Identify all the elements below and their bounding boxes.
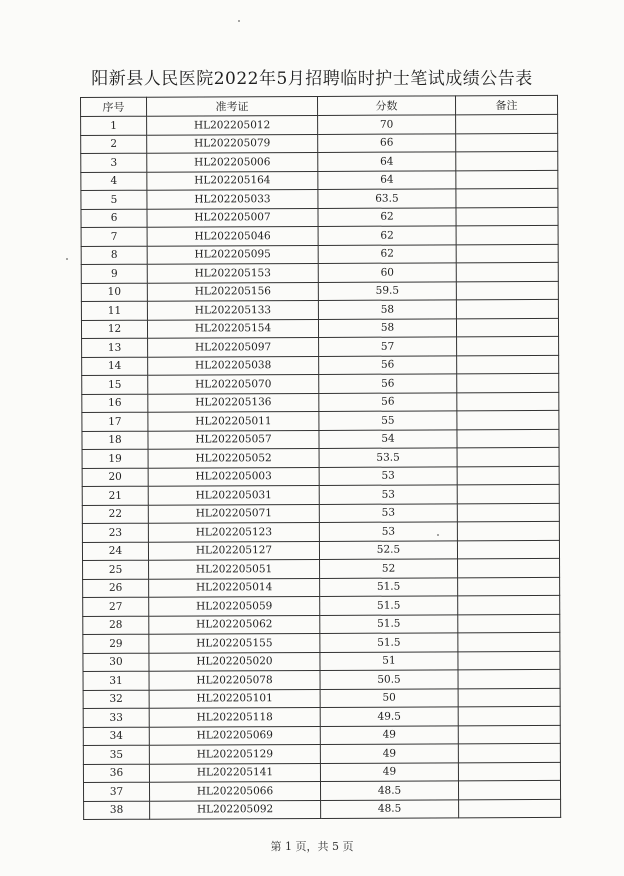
score: 49.5 xyxy=(320,707,458,726)
table-row xyxy=(83,614,560,635)
remarks xyxy=(456,281,558,300)
row-number: 22 xyxy=(82,505,148,524)
score: 58 xyxy=(318,300,456,319)
row-number: 17 xyxy=(82,412,148,431)
remarks xyxy=(457,503,559,522)
ticket-number: HL202205038 xyxy=(148,356,319,375)
row-number: 25 xyxy=(83,560,149,579)
row-number: 27 xyxy=(83,597,149,616)
remarks xyxy=(458,669,560,688)
remarks xyxy=(458,743,560,762)
score: 52.5 xyxy=(319,540,457,559)
ticket-number: HL202205011 xyxy=(148,411,319,430)
remarks xyxy=(456,170,558,189)
ticket-number: HL202205020 xyxy=(149,652,320,671)
table-row xyxy=(83,669,560,690)
ticket-number: HL202205155 xyxy=(149,633,320,652)
row-number: 2 xyxy=(81,135,147,154)
remarks xyxy=(457,336,559,355)
row-number: 14 xyxy=(82,357,148,376)
table-row xyxy=(82,503,559,524)
row-number: 36 xyxy=(83,764,149,783)
ticket-number: HL202205133 xyxy=(147,300,318,319)
score: 60 xyxy=(318,263,456,282)
row-number: 35 xyxy=(83,745,149,764)
score: 55 xyxy=(319,411,457,430)
row-number: 33 xyxy=(83,708,149,727)
ticket-number: HL202205101 xyxy=(149,689,320,708)
score: 58 xyxy=(318,318,456,337)
ticket-number: HL202205031 xyxy=(148,485,319,504)
score: 53.5 xyxy=(319,448,457,467)
remarks xyxy=(458,577,560,596)
row-number: 6 xyxy=(81,209,147,228)
ticket-number: HL202205069 xyxy=(149,726,320,745)
score: 51.5 xyxy=(320,633,458,652)
row-number: 23 xyxy=(82,523,148,542)
remarks xyxy=(456,207,558,226)
remarks xyxy=(456,262,558,281)
table-row xyxy=(81,225,558,246)
table-row xyxy=(81,299,558,320)
score: 56 xyxy=(319,355,457,374)
row-number: 10 xyxy=(81,283,147,302)
score: 70 xyxy=(318,115,456,134)
row-number: 5 xyxy=(81,190,147,209)
remarks xyxy=(458,595,560,614)
table-row xyxy=(81,170,558,191)
score: 53 xyxy=(319,485,457,504)
score: 62 xyxy=(318,207,456,226)
row-number: 37 xyxy=(83,782,149,801)
score: 52 xyxy=(320,559,458,578)
page-footer: 第 1 页，共 5 页 xyxy=(270,840,354,853)
ticket-number: HL202205095 xyxy=(147,245,318,264)
remarks xyxy=(458,780,560,799)
score: 57 xyxy=(319,337,457,356)
score: 50.5 xyxy=(320,670,458,689)
table-row xyxy=(83,688,560,709)
table-row xyxy=(82,466,559,487)
remarks xyxy=(456,151,558,170)
row-number: 7 xyxy=(81,227,147,246)
table-row xyxy=(83,632,560,653)
table-row xyxy=(82,392,559,413)
table-row xyxy=(83,577,560,598)
table-row xyxy=(83,651,560,672)
ticket-number: HL202205012 xyxy=(147,115,318,134)
ticket-number: HL202205007 xyxy=(147,208,318,227)
score: 51.5 xyxy=(320,614,458,633)
remarks xyxy=(457,373,559,392)
score: 51.5 xyxy=(320,577,458,596)
ticket-number: HL202205052 xyxy=(148,448,319,467)
score: 53 xyxy=(319,466,457,485)
remarks xyxy=(458,632,560,651)
ticket-number: HL202205154 xyxy=(147,319,318,338)
row-number: 12 xyxy=(81,320,147,339)
row-number: 38 xyxy=(84,801,150,820)
remarks xyxy=(458,762,560,781)
table-row xyxy=(82,429,559,450)
table-row xyxy=(83,780,560,801)
score: 62 xyxy=(318,244,456,263)
remarks xyxy=(457,466,559,485)
table-row xyxy=(81,318,558,339)
table-header-row xyxy=(81,95,558,116)
scan-speck xyxy=(66,258,68,260)
remarks xyxy=(458,725,560,744)
ticket-number: HL202205046 xyxy=(147,226,318,245)
remarks xyxy=(457,429,559,448)
document-title: 阳新县人民医院2022年5月招聘临时护士笔试成绩公告表 xyxy=(91,69,533,89)
table-row xyxy=(81,114,558,135)
header-ticket: 准考证 xyxy=(147,96,318,116)
remarks xyxy=(456,225,558,244)
table-row xyxy=(81,188,558,209)
score: 53 xyxy=(319,522,457,541)
ticket-number: HL202205129 xyxy=(149,744,320,763)
row-number: 8 xyxy=(81,246,147,265)
score: 63.5 xyxy=(318,189,456,208)
row-number: 9 xyxy=(81,264,147,283)
score: 62 xyxy=(318,226,456,245)
row-number: 21 xyxy=(82,486,148,505)
table-row xyxy=(83,595,560,616)
table-row xyxy=(82,521,559,542)
remarks xyxy=(457,521,559,540)
table-row xyxy=(81,133,558,154)
ticket-number: HL202205156 xyxy=(147,282,318,301)
table-row xyxy=(81,151,558,172)
row-number: 15 xyxy=(82,375,148,394)
row-number: 19 xyxy=(82,449,148,468)
table-row xyxy=(81,207,558,228)
scan-speck xyxy=(238,20,240,22)
ticket-number: HL202205079 xyxy=(147,134,318,153)
score: 64 xyxy=(318,152,456,171)
score: 59.5 xyxy=(318,281,456,300)
score-table-body xyxy=(81,114,561,819)
score: 53 xyxy=(319,503,457,522)
ticket-number: HL202205153 xyxy=(147,263,318,282)
table-row xyxy=(83,743,560,764)
score: 56 xyxy=(319,392,457,411)
ticket-number: HL202205071 xyxy=(148,504,319,523)
row-number: 26 xyxy=(83,579,149,598)
score: 51 xyxy=(320,651,458,670)
remarks xyxy=(458,706,560,725)
table-row xyxy=(82,336,559,357)
remarks xyxy=(457,392,559,411)
row-number: 4 xyxy=(81,172,147,191)
ticket-number: HL202205127 xyxy=(148,541,319,560)
remarks xyxy=(456,244,558,263)
table-row xyxy=(83,725,560,746)
table-row xyxy=(81,244,558,265)
ticket-number: HL202205059 xyxy=(149,596,320,615)
remarks xyxy=(457,355,559,374)
table-row xyxy=(83,706,560,727)
remarks xyxy=(456,188,558,207)
table-row xyxy=(82,410,559,431)
score: 49 xyxy=(320,725,458,744)
remarks xyxy=(457,540,559,559)
header-remarks: 备注 xyxy=(455,95,557,114)
row-number: 11 xyxy=(81,301,147,320)
ticket-number: HL202205141 xyxy=(149,763,320,782)
score: 48.5 xyxy=(320,781,458,800)
remarks xyxy=(458,688,560,707)
ticket-number: HL202205033 xyxy=(147,189,318,208)
table-row xyxy=(82,484,559,505)
row-number: 3 xyxy=(81,153,147,172)
score-table xyxy=(80,95,561,820)
ticket-number: HL202205123 xyxy=(148,522,319,541)
score: 50 xyxy=(320,688,458,707)
score: 54 xyxy=(319,429,457,448)
score: 56 xyxy=(319,374,457,393)
ticket-number: HL202205118 xyxy=(149,707,320,726)
remarks xyxy=(456,318,558,337)
table-row xyxy=(83,558,560,579)
ticket-number: HL202205164 xyxy=(147,171,318,190)
ticket-number: HL202205062 xyxy=(149,615,320,634)
ticket-number: HL202205014 xyxy=(149,578,320,597)
remarks xyxy=(459,799,561,818)
score: 49 xyxy=(320,762,458,781)
table-row xyxy=(82,447,559,468)
table-row xyxy=(82,355,559,376)
table-row xyxy=(81,281,558,302)
remarks xyxy=(457,447,559,466)
score: 51.5 xyxy=(320,596,458,615)
header-score: 分数 xyxy=(317,96,455,116)
row-number: 29 xyxy=(83,634,149,653)
table-row xyxy=(82,373,559,394)
table-row xyxy=(81,262,558,283)
row-number: 24 xyxy=(82,542,148,561)
ticket-number: HL202205066 xyxy=(149,781,320,800)
table-row xyxy=(84,799,561,820)
row-number: 18 xyxy=(82,431,148,450)
ticket-number: HL202205097 xyxy=(148,337,319,356)
row-number: 20 xyxy=(82,468,148,487)
remarks xyxy=(456,114,558,133)
row-number: 30 xyxy=(83,653,149,672)
ticket-number: HL202205057 xyxy=(148,430,319,449)
score: 66 xyxy=(318,133,456,152)
table-row xyxy=(83,762,560,783)
remarks xyxy=(456,133,558,152)
remarks xyxy=(458,558,560,577)
remarks xyxy=(458,651,560,670)
remarks xyxy=(457,410,559,429)
row-number: 32 xyxy=(83,690,149,709)
score: 64 xyxy=(318,170,456,189)
score: 49 xyxy=(320,744,458,763)
row-number: 31 xyxy=(83,671,149,690)
header-number: 序号 xyxy=(81,97,147,116)
ticket-number: HL202205136 xyxy=(148,393,319,412)
remarks xyxy=(456,299,558,318)
row-number: 1 xyxy=(81,116,147,135)
row-number: 34 xyxy=(83,727,149,746)
ticket-number: HL202205092 xyxy=(150,800,321,819)
row-number: 13 xyxy=(82,338,148,357)
score: 48.5 xyxy=(321,799,459,818)
ticket-number: HL202205003 xyxy=(148,467,319,486)
ticket-number: HL202205070 xyxy=(148,374,319,393)
ticket-number: HL202205051 xyxy=(149,559,320,578)
table-row xyxy=(82,540,559,561)
row-number: 16 xyxy=(82,394,148,413)
remarks xyxy=(457,484,559,503)
ticket-number: HL202205078 xyxy=(149,670,320,689)
ticket-number: HL202205006 xyxy=(147,152,318,171)
row-number: 28 xyxy=(83,616,149,635)
remarks xyxy=(458,614,560,633)
